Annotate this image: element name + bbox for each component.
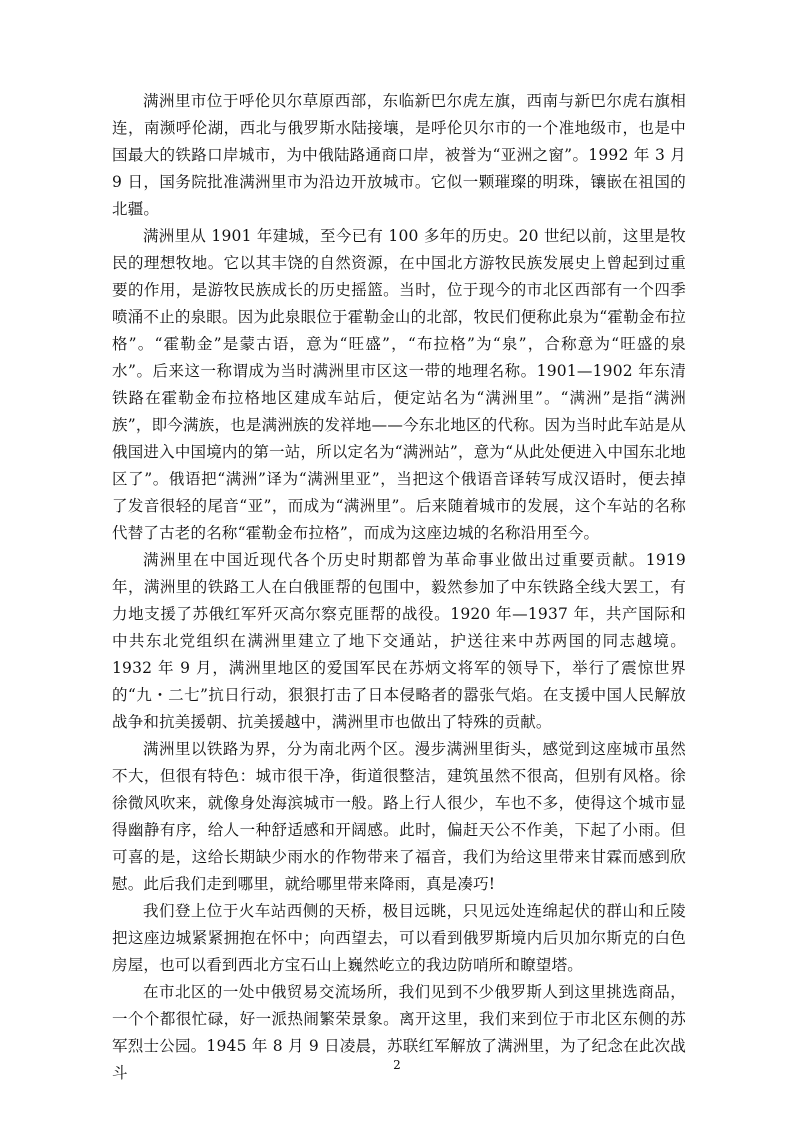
body-text xyxy=(112,88,686,1087)
paragraph-overpass-view: 我们登上位于火车站西侧的天桥，极目远眺，只见远处连绵起伏的群山和丘陵把这座边城紧紧拥抱在怀中；向西望去，可以看到俄罗斯境内后贝加尔斯克的白色房屋，也可以看到西北方宝石山上巍然屹立的我边防哨所和瞭望塔。 xyxy=(112,902,686,974)
paragraph-history: 满洲里从 1901 年建城，至今已有 100 多年的历史。20 世纪以前，这里是牧民的理想牧地。它以其丰饶的自然资源，在中国北方游牧民族发展史上曾起到过重要的作用，是游牧民族成长的历史摇篮。当时，位于现今的市北区西部有一个四季喷涌不止的泉眼。因为此泉眼位于霍勒金山的北部，牧民们便称此泉为“霍勒金布拉格”。“霍勒金”是蒙古语，意为“旺盛”，“布拉格”为“泉”，合称意为“旺盛的泉水”。后来这一称谓成为当时满洲里市区这一带的地理名称。1901—1902 年东清铁路在霍勒金布拉格地区建成车站后，便定站名为“满洲里”。“满洲”是指“满洲族”，即今满族，也是满洲族的发祥地——今东北地区的代称。因为当时此车站是从俄国进入中国境内的第一站，所以定名为“满洲站”，意为“从此处便进入中国东北地区了”。俄语把“满洲”译为“满洲里亚”，当把这个俄语音译转写成汉语时，便去掉了发音很轻的尾音“亚”，而成为“满洲里”。后来随着城市的发展，这个车站的名称代替了古老的名称“霍勒金布拉格”，而成为这座边城的名称沿用至今。 xyxy=(112,227,686,542)
paragraph-revolution: 满洲里在中国近现代各个历史时期都曾为革命事业做出过重要贡献。1919 年，满洲里的铁路工人在白俄匪帮的包围中，毅然参加了中东铁路全线大罢工，有力地支援了苏俄红军歼灭高尔察克匪帮的战役。1920 年—1937 年，共产国际和中共东北党组织在满洲里建立了地下交通站，护送往来中苏两国的同志越境。1932 年 9 月，满洲里地区的爱国军民在苏炳文将军的领导下，举行了震惊世界的“九・二七”抗日行动，狠狠打击了日本侵略者的嚣张气焰。在支援中国人民解放战争和抗美援朝、抗美援越中，满洲里市也做出了特殊的贡献。 xyxy=(112,551,686,731)
paragraph-trade-market: 在市北区的一处中俄贸易交流场所，我们见到不少俄罗斯人到这里挑选商品，一个个都很忙碌，好一派热闹繁荣景象。离开这里，我们来到位于市北区东侧的苏军烈士公园。1945 年 8 月 9 日凌晨，苏联红军解放了满洲里，为了纪念在此次战斗 xyxy=(112,983,686,1082)
paragraph-city-walk: 满洲里以铁路为界，分为南北两个区。漫步满洲里街头，感觉到这座城市虽然不大，但很有特色：城市很干净，街道很整洁，建筑虽然不很高，但别有风格。徐徐微风吹来，就像身处海滨城市一般。路上行人很少，车也不多，使得这个城市显得幽静有序，给人一种舒适感和开阔感。此时，偏赶天公不作美，下起了小雨。但可喜的是，这给长期缺少雨水的作物带来了福音，我们为给这里带来甘霖而感到欣慰。此后我们走到哪里，就给哪里带来降雨，真是凑巧! xyxy=(112,740,686,893)
page-number: 2 xyxy=(393,1058,401,1072)
paragraph-intro: 满洲里市位于呼伦贝尔草原西部，东临新巴尔虎左旗，西南与新巴尔虎右旗相连，南濒呼伦湖，西北与俄罗斯水陆接壤，是呼伦贝尔市的一个准地级市，也是中国最大的铁路口岸城市，为中俄陆路通商口岸，被誉为“亚洲之窗”。1992 年 3 月 9 日，国务院批准满洲里市为沿边开放城市。它似一颗璀璨的明珠，镶嵌在祖国的北疆。 xyxy=(112,92,686,218)
